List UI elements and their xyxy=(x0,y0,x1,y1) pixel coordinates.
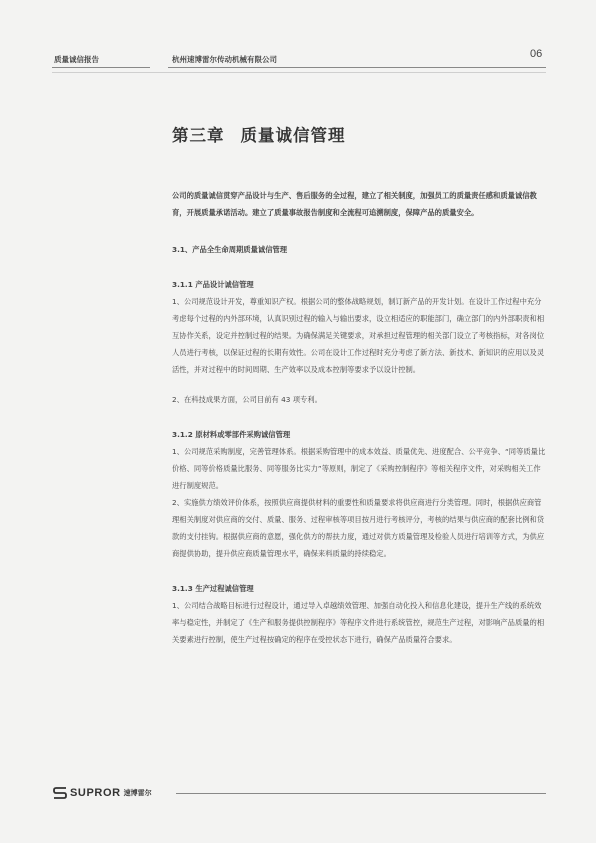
paragraph-3-1-2-1: 1、公司规范采购制度，完善管理体系。根据采购管理中的成本效益、质量优先、进度配合、公平竞争、“同等质量比价格、同等价格质量比服务、同等服务比实力”等原则，制定了《采购控制程序》等相关程序文件，对采购相关工作进行制度规范。 xyxy=(172,447,546,490)
chapter-number: 第三章 xyxy=(172,126,225,145)
page-number: 06 xyxy=(530,48,543,60)
logo-wordmark-en: SUPROR xyxy=(70,787,121,799)
footer-divider xyxy=(176,793,546,794)
section-heading-3-1-1: 3.1.1 产品设计诚信管理 xyxy=(172,280,254,289)
header-divider-thin xyxy=(52,72,546,73)
paragraph-3-1-1-2: 2、在科技成果方面，公司目前有 43 项专利。 xyxy=(172,395,322,404)
section-heading-3-1-2: 3.1.2 原材料或零部件采购诚信管理 xyxy=(172,430,291,439)
supror-logo xyxy=(53,786,152,800)
supror-logo-icon xyxy=(53,787,67,799)
header-divider-left xyxy=(52,67,150,68)
paragraph-3-1-1-1: 1、公司规范设计开发，尊重知识产权。根据公司的整体战略规划，制订新产品的开发计划。在设计工作过程中充分考虑每个过程的内外部环境，认真识别过程的输入与输出要求，设立相适应的职能部门，确立部门的内外部职责和相互协作关系，设定并控制过程的结果。为确保满足关键要求，对承担过程管理的相关部门设立了考核指标，对各岗位人员进行考核，以保证过程的长期有效性。公司在设计工作过程时充分考虑了新方法、新技术、新知识的应用以及灵活性，并对过程中的时间周期、生产效率以及成本控制等要求予以设计控制。 xyxy=(172,297,545,374)
company-name: 杭州速博雷尔传动机械有限公司 xyxy=(172,55,277,64)
section-heading-3-1-3: 3.1.3 生产过程诚信管理 xyxy=(172,584,254,593)
header-divider-right xyxy=(168,67,546,68)
paragraph-3-1-3-1: 1、公司结合战略目标进行过程设计，通过导入卓越绩效管理、加强自动化投入和信息化建设，提升生产线的系统效率与稳定性，并制定了《生产和服务提供控制程序》等程序文件进行系统管控，规范生产过程，对影响产品质量的相关要素进行控制，使生产过程按确定的程序在受控状态下进行，确保产品质量符合要求。 xyxy=(172,601,545,644)
report-section-label: 质量诚信报告 xyxy=(54,55,99,64)
chapter-title xyxy=(172,122,346,146)
section-heading-3-1: 3.1、产品全生命周期质量诚信管理 xyxy=(172,245,288,254)
page-body xyxy=(172,187,546,648)
logo-wordmark-cn: 速博雷尔 xyxy=(123,789,152,797)
chapter-name: 质量诚信管理 xyxy=(240,126,346,145)
paragraph-3-1-2-2: 2、实施供方绩效评价体系，按照供应商提供材料的重要性和质量要求将供应商进行分类管理。同时，根据供应商管理相关制度对供应商的交付、质量、服务、过程审核等项目按月进行考核评分，考核的结果与供应商的配套比例和货款的支付挂钩。根据供应商的意愿，强化供方的帮扶力度，通过对供方质量管理及检验人员进行培训等方式，为供应商提供协助，提升供应商质量管理水平，确保来料质量的持续稳定。 xyxy=(172,498,545,558)
intro-paragraph: 公司的质量诚信贯穿产品设计与生产、售后服务的全过程，建立了相关制度，加强员工的质量责任感和质量诚信教育，开展质量承诺活动。建立了质量事故报告制度和全流程可追溯制度，保障产品的质量安全。 xyxy=(172,191,537,217)
